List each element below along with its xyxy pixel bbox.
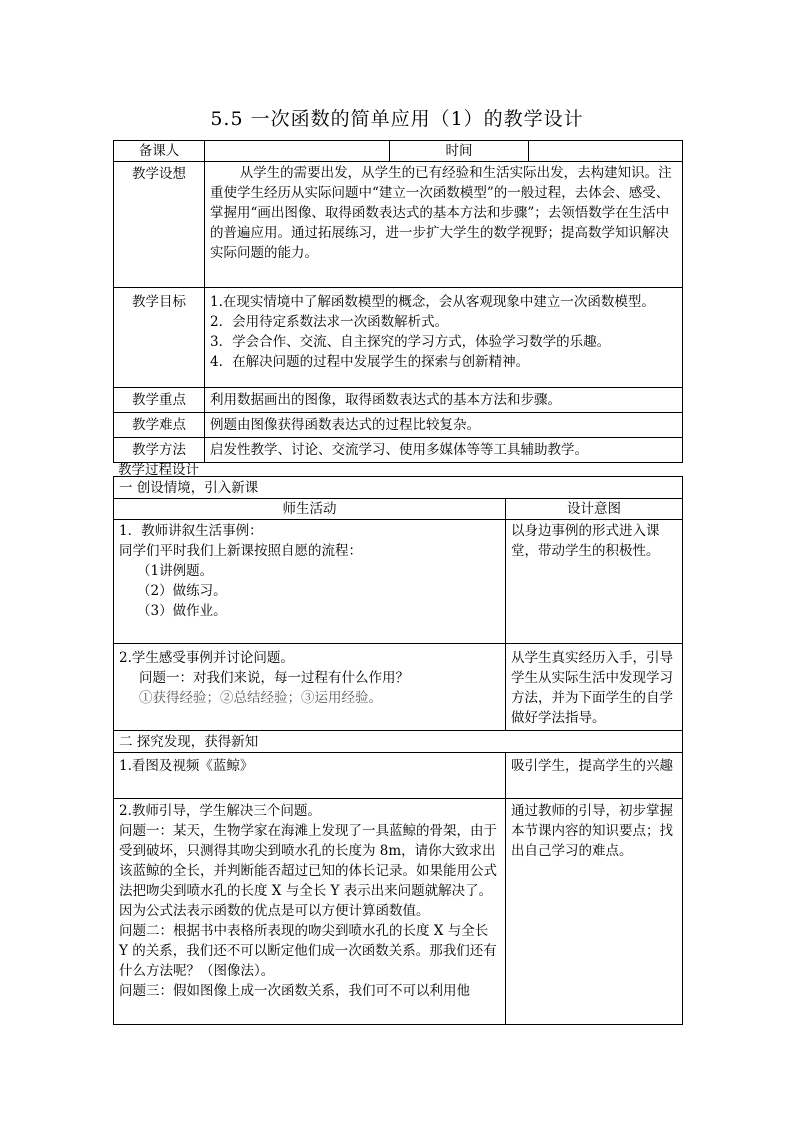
activity-line: ①获得经验；②总结经验；③运用经验。 (139, 690, 382, 706)
section-row (114, 477, 683, 499)
key-point-label: 教学重点 (114, 388, 205, 413)
method-label: 教学方法 (114, 438, 205, 463)
goal-item: 1.在现实情境中了解函数模型的概念，会从客观现象中建立一次函数模型。 (210, 294, 655, 310)
activity-cell (114, 644, 506, 731)
activity-cell (114, 520, 506, 644)
activity-line: 2.学生感受事例并讨论问题。 (119, 650, 294, 666)
key-point-row (114, 388, 683, 413)
problem-two: 问题二：根据书中表格所表现的吻尖到喷水孔的长度 X 与全长 Y 的关系，我们还不可以断定他们成一次函数关系。那我们还有什么方法呢？（图像法）。 (119, 923, 497, 979)
activity-cell: 1.看图及视频《蓝鲸》 (114, 753, 506, 799)
problem-three: 问题三：假如图像上成一次函数关系，我们可不可以利用他 (119, 983, 470, 999)
teaching-goals-label: 教学目标 (114, 288, 205, 388)
problem-one: 问题一：某天，生物学家在海滩上发现了一具蓝鲸的骨架，由于受到破坏，只测得其吻尖到喷水孔的长度为 8m，请你大致求出该蓝鲸的全长，并判断能否超过已知的体长记录。如果能用公式法把吻尖到喷水孔的长度 X 与全长 Y 表示出来问题就解决了。因为公式法表示函数的优点是可以方便计算函数值。 (119, 823, 497, 919)
key-point-text: 利用数据画出的图像，取得函数表达式的基本方法和步骤。 (205, 388, 683, 413)
intent-cell: 吸引学生，提高学生的兴趣 (506, 753, 683, 799)
process-table (113, 476, 683, 1025)
section-row (114, 731, 683, 753)
intent-cell: 从学生真实经历入手，引导学生从实际生活中发现学习方法，并为下面学生的自学做好学法指导。 (506, 644, 683, 731)
preparer-value (205, 141, 390, 162)
teaching-goals-row (114, 288, 683, 388)
activity-line: 1．教师讲叙生活事例： (119, 523, 263, 539)
activity-row (114, 520, 683, 644)
process-heading: 教学过程设计 (118, 462, 199, 478)
column-header-activity: 师生活动 (114, 499, 506, 520)
activity-line: 同学们平时我们上新课按照自愿的流程： (119, 543, 362, 559)
goal-item: 2．会用待定系数法求一次函数解析式。 (210, 314, 449, 330)
column-header-row (114, 499, 683, 520)
intent-cell: 以身边事例的形式进入课堂，带动学生的积极性。 (506, 520, 683, 644)
preparer-row (114, 141, 683, 162)
teaching-concept-row (114, 162, 683, 288)
teaching-concept-text: 从学生的需要出发，从学生的已有经验和生活实际出发，去构建知识。注重使学生经历从实际问题中“建立一次函数模型”的一般过程，去体会、感受、掌握用“画出图像、取得函数表达式的基本方法和步骤”；去领悟数学在生活中的普遍应用。通过拓展练习，进一步扩大学生的数学视野；提高数学知识解决实际问题的能力。 (205, 162, 683, 288)
goal-item: 3．学会合作、交流、自主探究的学习方式，体验学习数学的乐趣。 (210, 334, 611, 350)
activity-line: （1讲例题。 (137, 563, 214, 579)
activity-line: （3）做作业。 (137, 603, 227, 619)
activity-row (114, 644, 683, 731)
activity-row (114, 753, 683, 799)
section-1-title: 一 创设情境，引入新课 (114, 477, 683, 499)
section-2-title: 二 探究发现，获得新知 (114, 731, 683, 753)
activity-row (114, 799, 683, 1025)
activity-line: （2）做练习。 (137, 583, 227, 599)
activity-cell (114, 799, 506, 1025)
difficulty-label: 教学难点 (114, 413, 205, 438)
intent-cell: 通过教师的引导，初步掌握本节课内容的知识要点；找出自己学习的难点。 (506, 799, 683, 1025)
teaching-goals-list (205, 288, 683, 388)
lesson-info-table (113, 140, 683, 463)
time-label: 时间 (390, 141, 529, 162)
teaching-concept-label: 教学设想 (114, 162, 205, 288)
goal-item: 4．在解决问题的过程中发展学生的探索与创新精神。 (210, 354, 530, 370)
difficulty-row (114, 413, 683, 438)
column-header-intent: 设计意图 (506, 499, 683, 520)
time-value (529, 141, 683, 162)
page-title: 5.5 一次函数的简单应用（1）的教学设计 (210, 108, 584, 130)
method-text: 启发性教学、讨论、交流学习、使用多媒体等等工具辅助教学。 (205, 438, 683, 463)
difficulty-text: 例题由图像获得函数表达式的过程比较复杂。 (205, 413, 683, 438)
preparer-label: 备课人 (114, 141, 205, 162)
activity-line: 2.教师引导，学生解决三个问题。 (119, 803, 321, 819)
activity-line: 问题一：对我们来说，每一过程有什么作用？ (139, 670, 409, 686)
